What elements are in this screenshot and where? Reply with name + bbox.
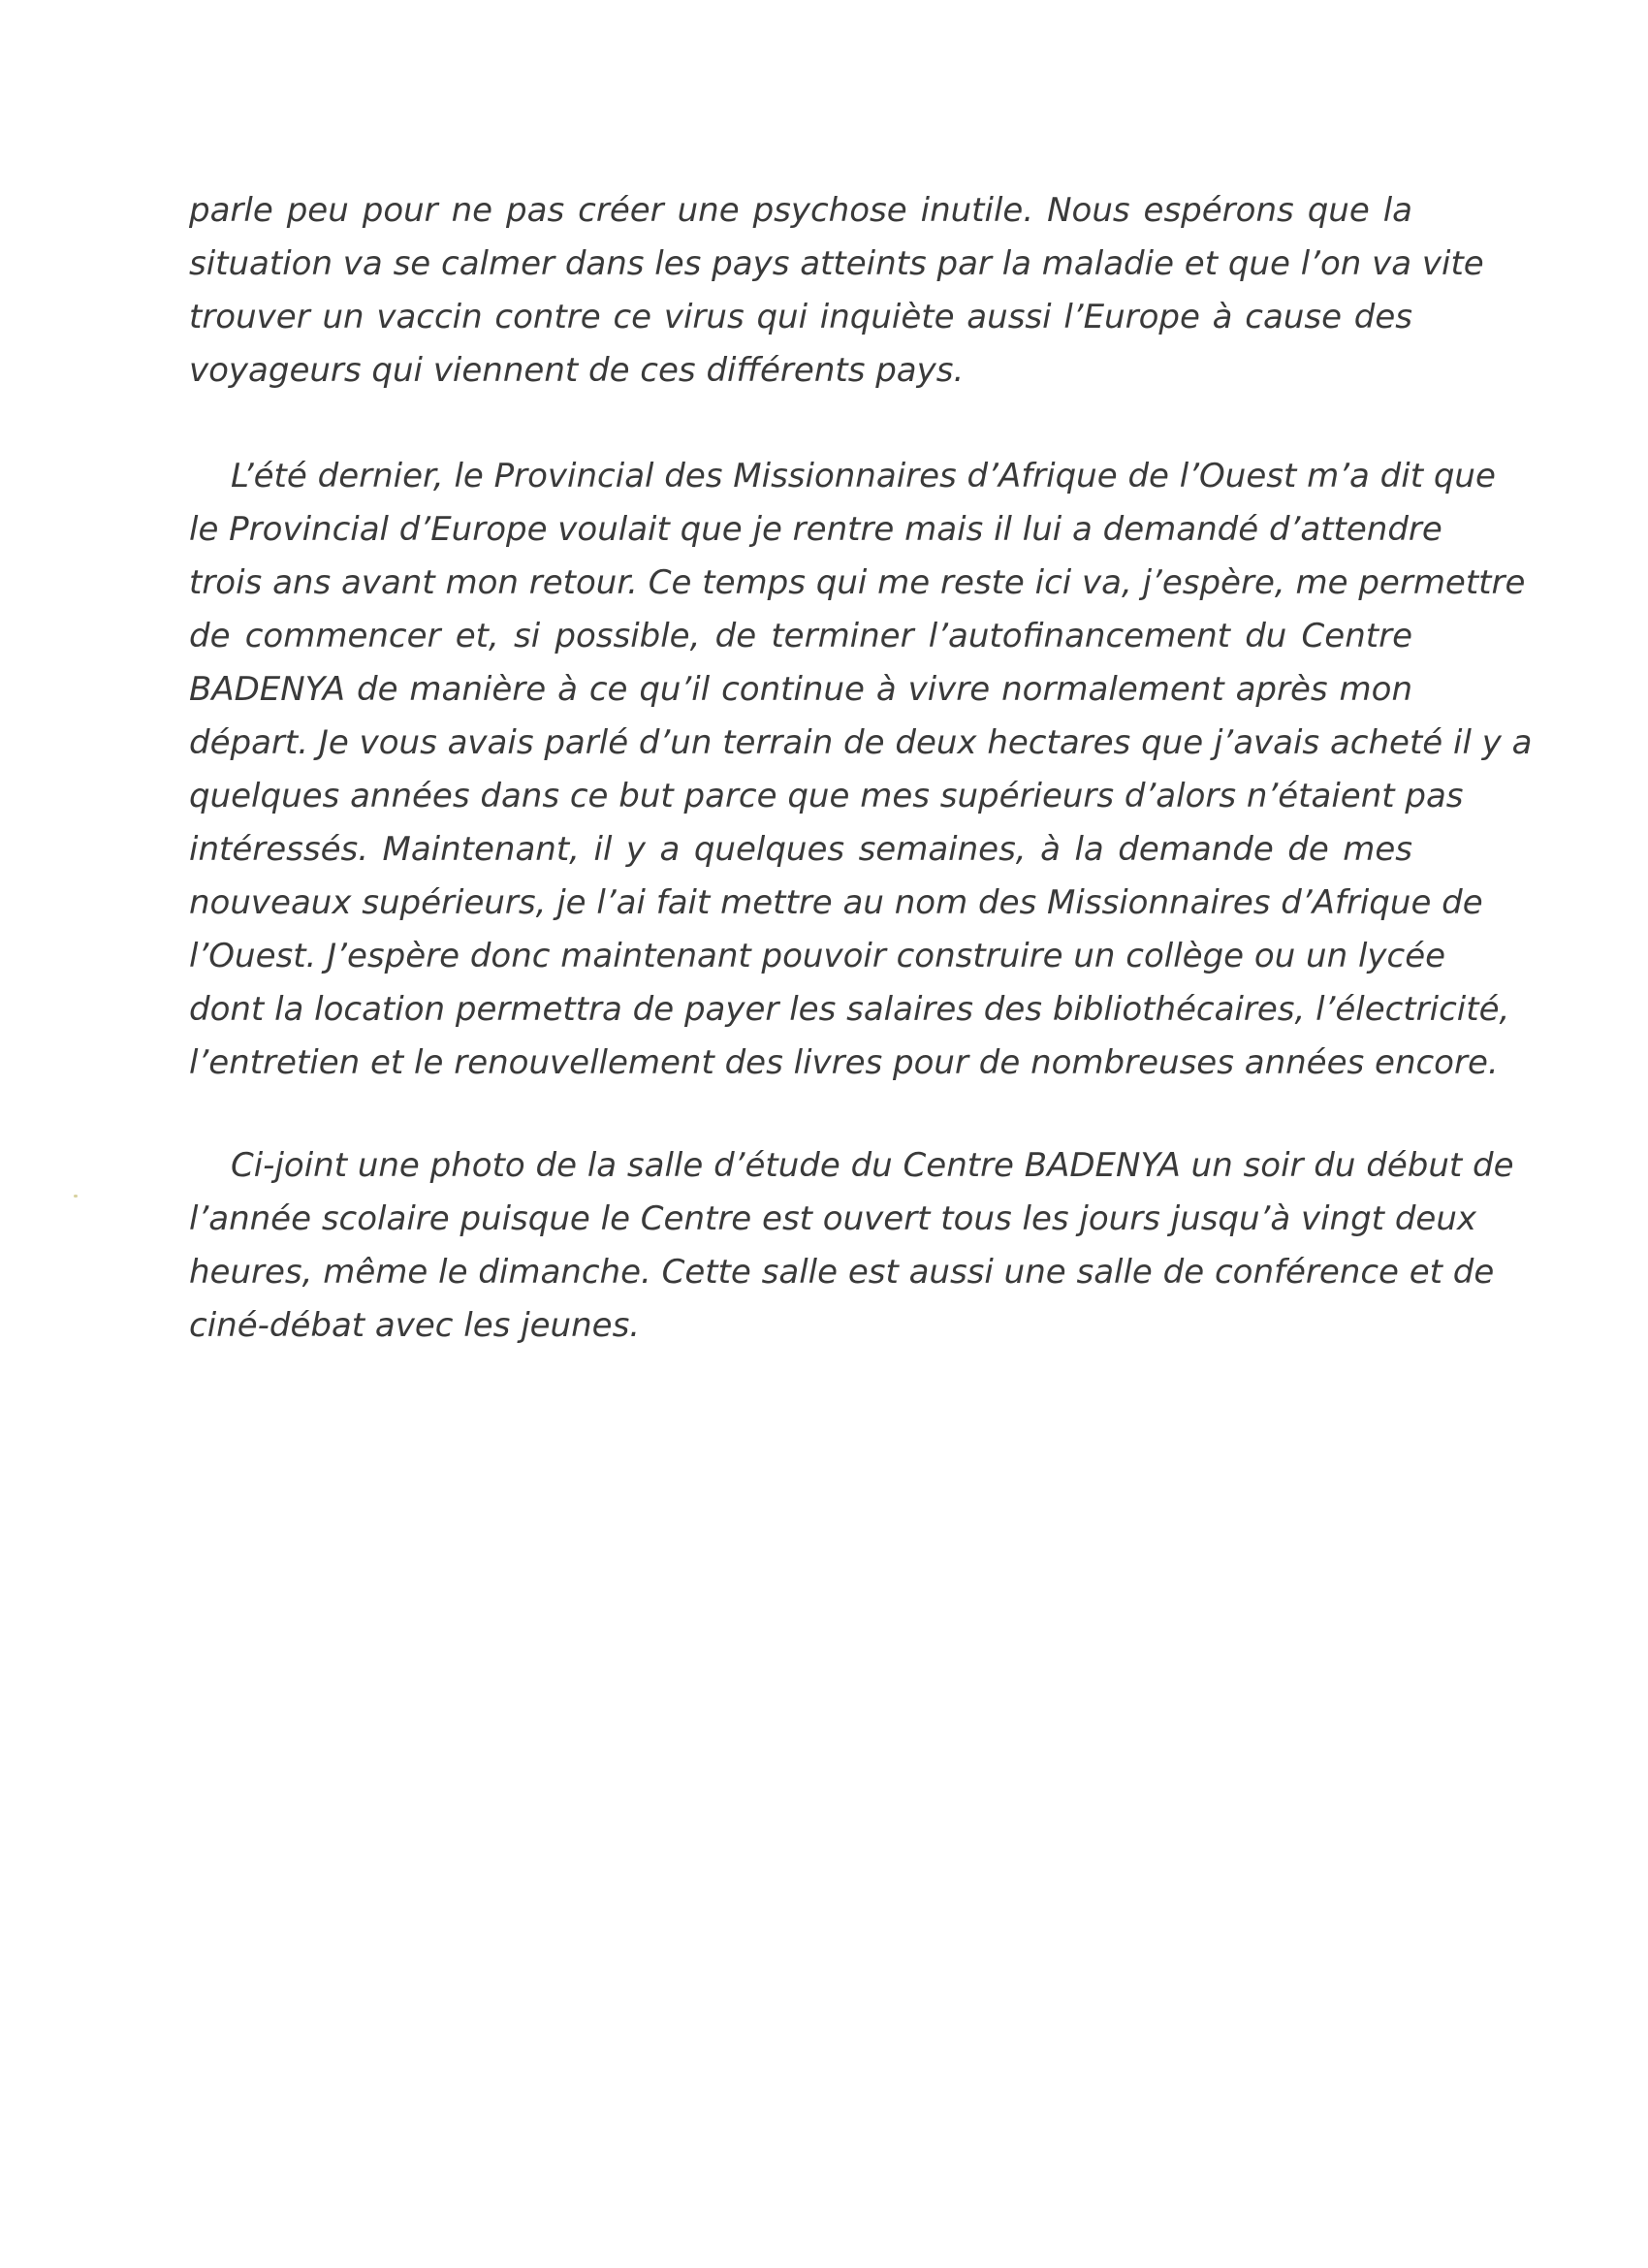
paragraph-line: ciné-débat avec les jeunes. xyxy=(189,1306,641,1345)
paragraph-line: nouveaux supérieurs, je l’ai fait mettre au nom des Missionnaires d’Afrique de xyxy=(189,883,1483,922)
paragraph-2 xyxy=(189,450,1533,1090)
paragraph-3 xyxy=(189,1139,1514,1353)
paragraph-line: Ci-joint une photo de la salle d’étude du Centre BADENYA un soir du début de xyxy=(231,1146,1514,1185)
scan-speck xyxy=(74,1195,78,1198)
paragraph-line: voyageurs qui viennent de ces différents pays. xyxy=(189,351,965,390)
paragraph-line: heures, même le dimanche. Cette salle est aussi une salle de conférence et de xyxy=(189,1253,1495,1292)
paragraph-line: BADENYA de manière à ce qu’il continue à vivre normalement après mon xyxy=(189,670,1412,709)
paragraph-line: trois ans avant mon retour. Ce temps qui me reste ici va, j’espère, me permettre xyxy=(189,563,1526,602)
paragraph-line: parle peu pour ne pas créer une psychose inutile. Nous espérons que la xyxy=(189,191,1412,230)
paragraph-line: intéressés. Maintenant, il y a quelques semaines, à la demande de mes xyxy=(189,830,1412,869)
paragraph-line: l’entretien et le renouvellement des livres pour de nombreuses années encore. xyxy=(189,1043,1499,1082)
paragraph-line: dont la location permettra de payer les salaires des bibliothécaires, l’électricité, xyxy=(189,990,1510,1029)
paragraph-1 xyxy=(189,184,1484,398)
paragraph-line: situation va se calmer dans les pays atteints par la maladie et que l’on va vite xyxy=(189,244,1484,283)
paragraph-line: L’été dernier, le Provincial des Missionnaires d’Afrique de l’Ouest m’a dit que xyxy=(231,457,1496,495)
paragraph-line: l’année scolaire puisque le Centre est ouvert tous les jours jusqu’à vingt deux xyxy=(189,1199,1476,1238)
paragraph-line: quelques années dans ce but parce que mes supérieurs d’alors n’étaient pas xyxy=(189,777,1464,815)
paragraph-line: le Provincial d’Europe voulait que je rentre mais il lui a demandé d’attendre xyxy=(189,510,1442,549)
paragraph-line: trouver un vaccin contre ce virus qui inquiète aussi l’Europe à cause des xyxy=(189,298,1412,336)
paragraph-line: l’Ouest. J’espère donc maintenant pouvoir construire un collège ou un lycée xyxy=(189,937,1446,975)
paragraph-line: départ. Je vous avais parlé d’un terrain de deux hectares que j’avais acheté il y a xyxy=(189,723,1533,762)
paragraph-line: de commencer et, si possible, de terminer l’autofinancement du Centre xyxy=(189,617,1412,655)
